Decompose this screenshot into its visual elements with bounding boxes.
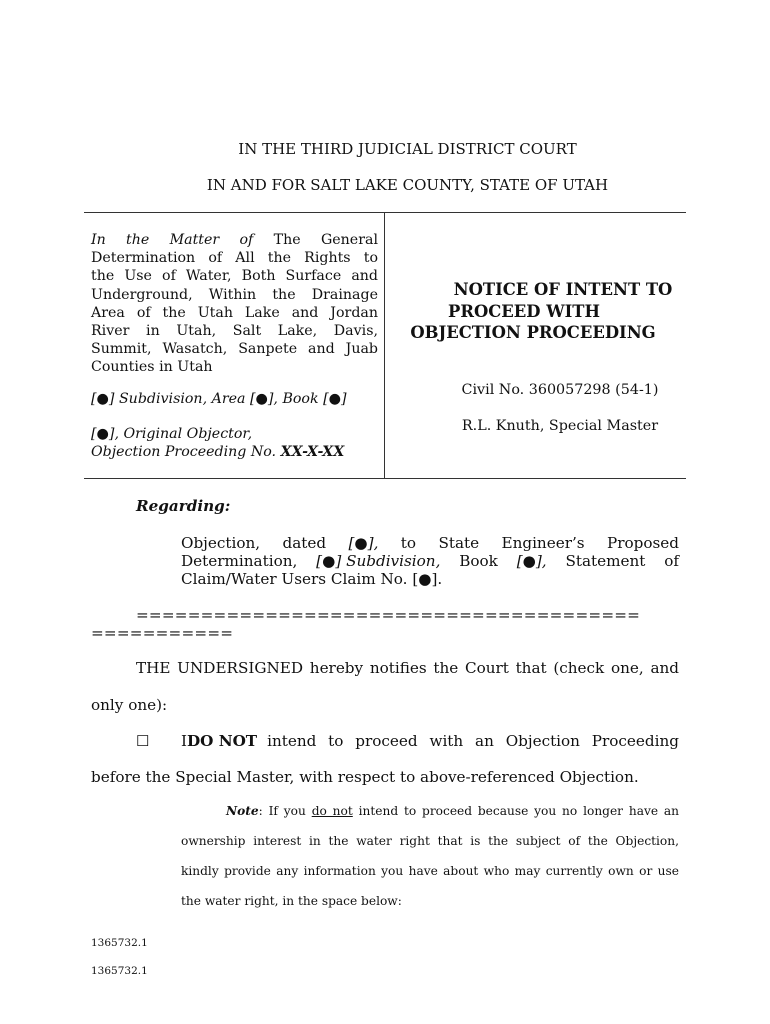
- option-do-not-proceed-continued: before the Special Master, with respect to above-referenced Objection.: [91, 768, 639, 786]
- option-do-not-proceed: [181, 732, 679, 750]
- note-line: kindly provide any information you have about who may currently own or use: [181, 864, 679, 878]
- regarding-line: Objection, dated [●], to State Engineer’s Proposed: [181, 534, 679, 552]
- special-master: R.L. Knuth, Special Master: [461, 418, 659, 434]
- title-line: PROCEED WITH: [448, 301, 600, 321]
- caption-bottom-rule: [84, 478, 686, 479]
- document-id: 1365732.1: [91, 965, 148, 977]
- case-caption: [91, 231, 378, 377]
- note-line: Note: If you do not intend to proceed because you no longer have an: [226, 804, 680, 818]
- document-title: [396, 279, 686, 344]
- title-line: NOTICE OF INTENT TO: [453, 280, 673, 299]
- caption-subdivision: [●] Subdivision, Area [●], Book [●]: [91, 391, 347, 407]
- caption-line: the Use of Water, Both Surface and: [91, 268, 378, 285]
- notice-intro: THE UNDERSIGNED hereby notifies the Court that (check one, and: [136, 659, 679, 677]
- notice-intro-continued: only one):: [91, 696, 168, 714]
- civil-number: Civil No. 360057298 (54-1): [461, 382, 659, 398]
- court-jurisdiction-line: IN AND FOR SALT LAKE COUNTY, STATE OF UTAH: [206, 176, 609, 194]
- caption-line: River in Utah, Salt Lake, Davis,: [91, 323, 378, 340]
- do-not-proceed-checkbox[interactable]: ☐: [136, 732, 150, 750]
- caption-top-rule: [84, 212, 686, 213]
- title-line: OBJECTION PROCEEDING: [410, 323, 656, 342]
- note-line: the water right, in the space below:: [181, 894, 402, 908]
- caption-line: Determination of All the Rights to: [91, 250, 378, 267]
- note-line: ownership interest in the water right that is the subject of the Objection,: [181, 834, 679, 848]
- regarding-line: Claim/Water Users Claim No. [●].: [181, 570, 443, 588]
- regarding-label: Regarding:: [136, 497, 231, 515]
- caption-proceeding-number: Objection Proceeding No. XX-X-XX: [91, 444, 345, 460]
- option-text: I: [181, 732, 187, 750]
- caption-line: Summit, Wasatch, Sanpete and Juab: [91, 341, 378, 358]
- caption-line: Underground, Within the Drainage: [91, 286, 378, 303]
- caption-divider: [384, 212, 385, 478]
- document-id: 1365732.1: [91, 937, 148, 949]
- option-text: intend to proceed with an Objection Proceeding: [267, 732, 679, 750]
- court-name-line: IN THE THIRD JUDICIAL DISTRICT COURT: [238, 140, 577, 158]
- separator-line: ===========: [91, 624, 234, 642]
- option-emphasis: DO NOT: [187, 732, 258, 750]
- caption-line: Area of the Utah Lake and Jordan: [91, 304, 378, 321]
- caption-line: Counties in Utah: [91, 359, 213, 376]
- regarding-line: Determination, [●] Subdivision, Book [●], Statement of: [181, 552, 679, 570]
- regarding-text: [181, 534, 679, 588]
- caption-line: In the Matter of The General: [91, 232, 378, 248]
- separator-line: =======================================: [136, 606, 641, 624]
- caption-objector: [●], Original Objector,: [91, 426, 253, 442]
